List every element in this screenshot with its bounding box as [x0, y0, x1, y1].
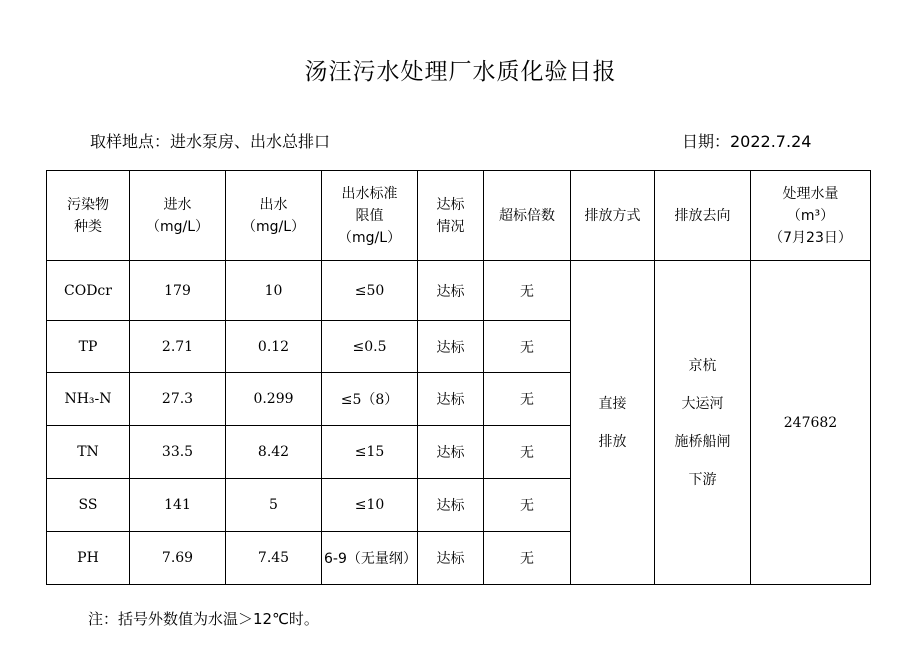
outflow-value: 0.12 [226, 321, 322, 373]
pollutant-name: TP [47, 321, 130, 373]
inflow-value: 2.71 [130, 321, 226, 373]
pollutant-name: SS [47, 479, 130, 532]
compliance-status: 达标 [418, 479, 484, 532]
exceed-ratio: 无 [484, 261, 571, 321]
limit-value: ≤50 [322, 261, 418, 321]
header-volume: 处理水量 （m³） （7月23日） [751, 171, 871, 261]
limit-value: ≤15 [322, 426, 418, 479]
outflow-value: 5 [226, 479, 322, 532]
header-limit: 出水标准 限值 （mg/L） [322, 171, 418, 261]
header-destination: 排放去向 [655, 171, 751, 261]
pollutant-name: PH [47, 532, 130, 585]
compliance-status: 达标 [418, 373, 484, 426]
exceed-ratio: 无 [484, 321, 571, 373]
compliance-status: 达标 [418, 532, 484, 585]
treated-volume: 247682 [751, 261, 871, 585]
pollutant-name: NH₃-N [47, 373, 130, 426]
limit-value: 6-9（无量纲） [322, 532, 418, 585]
water-quality-table [46, 170, 871, 585]
compliance-status: 达标 [418, 321, 484, 373]
discharge-method: 直接 排放 [571, 261, 655, 585]
table-header-row [47, 171, 871, 261]
footnote: 注：括号外数值为水温＞12℃时。 [88, 610, 319, 628]
exceed-ratio: 无 [484, 426, 571, 479]
sampling-location: 取样地点：进水泵房、出水总排口 [90, 132, 331, 151]
exceed-ratio: 无 [484, 532, 571, 585]
inflow-value: 141 [130, 479, 226, 532]
table-row [47, 261, 871, 321]
header-method: 排放方式 [571, 171, 655, 261]
limit-value: ≤0.5 [322, 321, 418, 373]
inflow-value: 7.69 [130, 532, 226, 585]
exceed-ratio: 无 [484, 479, 571, 532]
inflow-value: 33.5 [130, 426, 226, 479]
report-date: 日期：2022.7.24 [682, 132, 812, 151]
compliance-status: 达标 [418, 261, 484, 321]
limit-value: ≤5（8） [322, 373, 418, 426]
compliance-status: 达标 [418, 426, 484, 479]
pollutant-name: CODcr [47, 261, 130, 321]
header-exceed: 超标倍数 [484, 171, 571, 261]
limit-value: ≤10 [322, 479, 418, 532]
outflow-value: 8.42 [226, 426, 322, 479]
outflow-value: 7.45 [226, 532, 322, 585]
exceed-ratio: 无 [484, 373, 571, 426]
header-inflow: 进水 （mg/L） [130, 171, 226, 261]
pollutant-name: TN [47, 426, 130, 479]
header-pollutant: 污染物 种类 [47, 171, 130, 261]
header-compliance: 达标 情况 [418, 171, 484, 261]
header-outflow: 出水 （mg/L） [226, 171, 322, 261]
inflow-value: 179 [130, 261, 226, 321]
report-title: 汤汪污水处理厂水质化验日报 [304, 59, 617, 85]
discharge-destination: 京杭 大运河 施桥船闸 下游 [655, 261, 751, 585]
outflow-value: 0.299 [226, 373, 322, 426]
outflow-value: 10 [226, 261, 322, 321]
inflow-value: 27.3 [130, 373, 226, 426]
